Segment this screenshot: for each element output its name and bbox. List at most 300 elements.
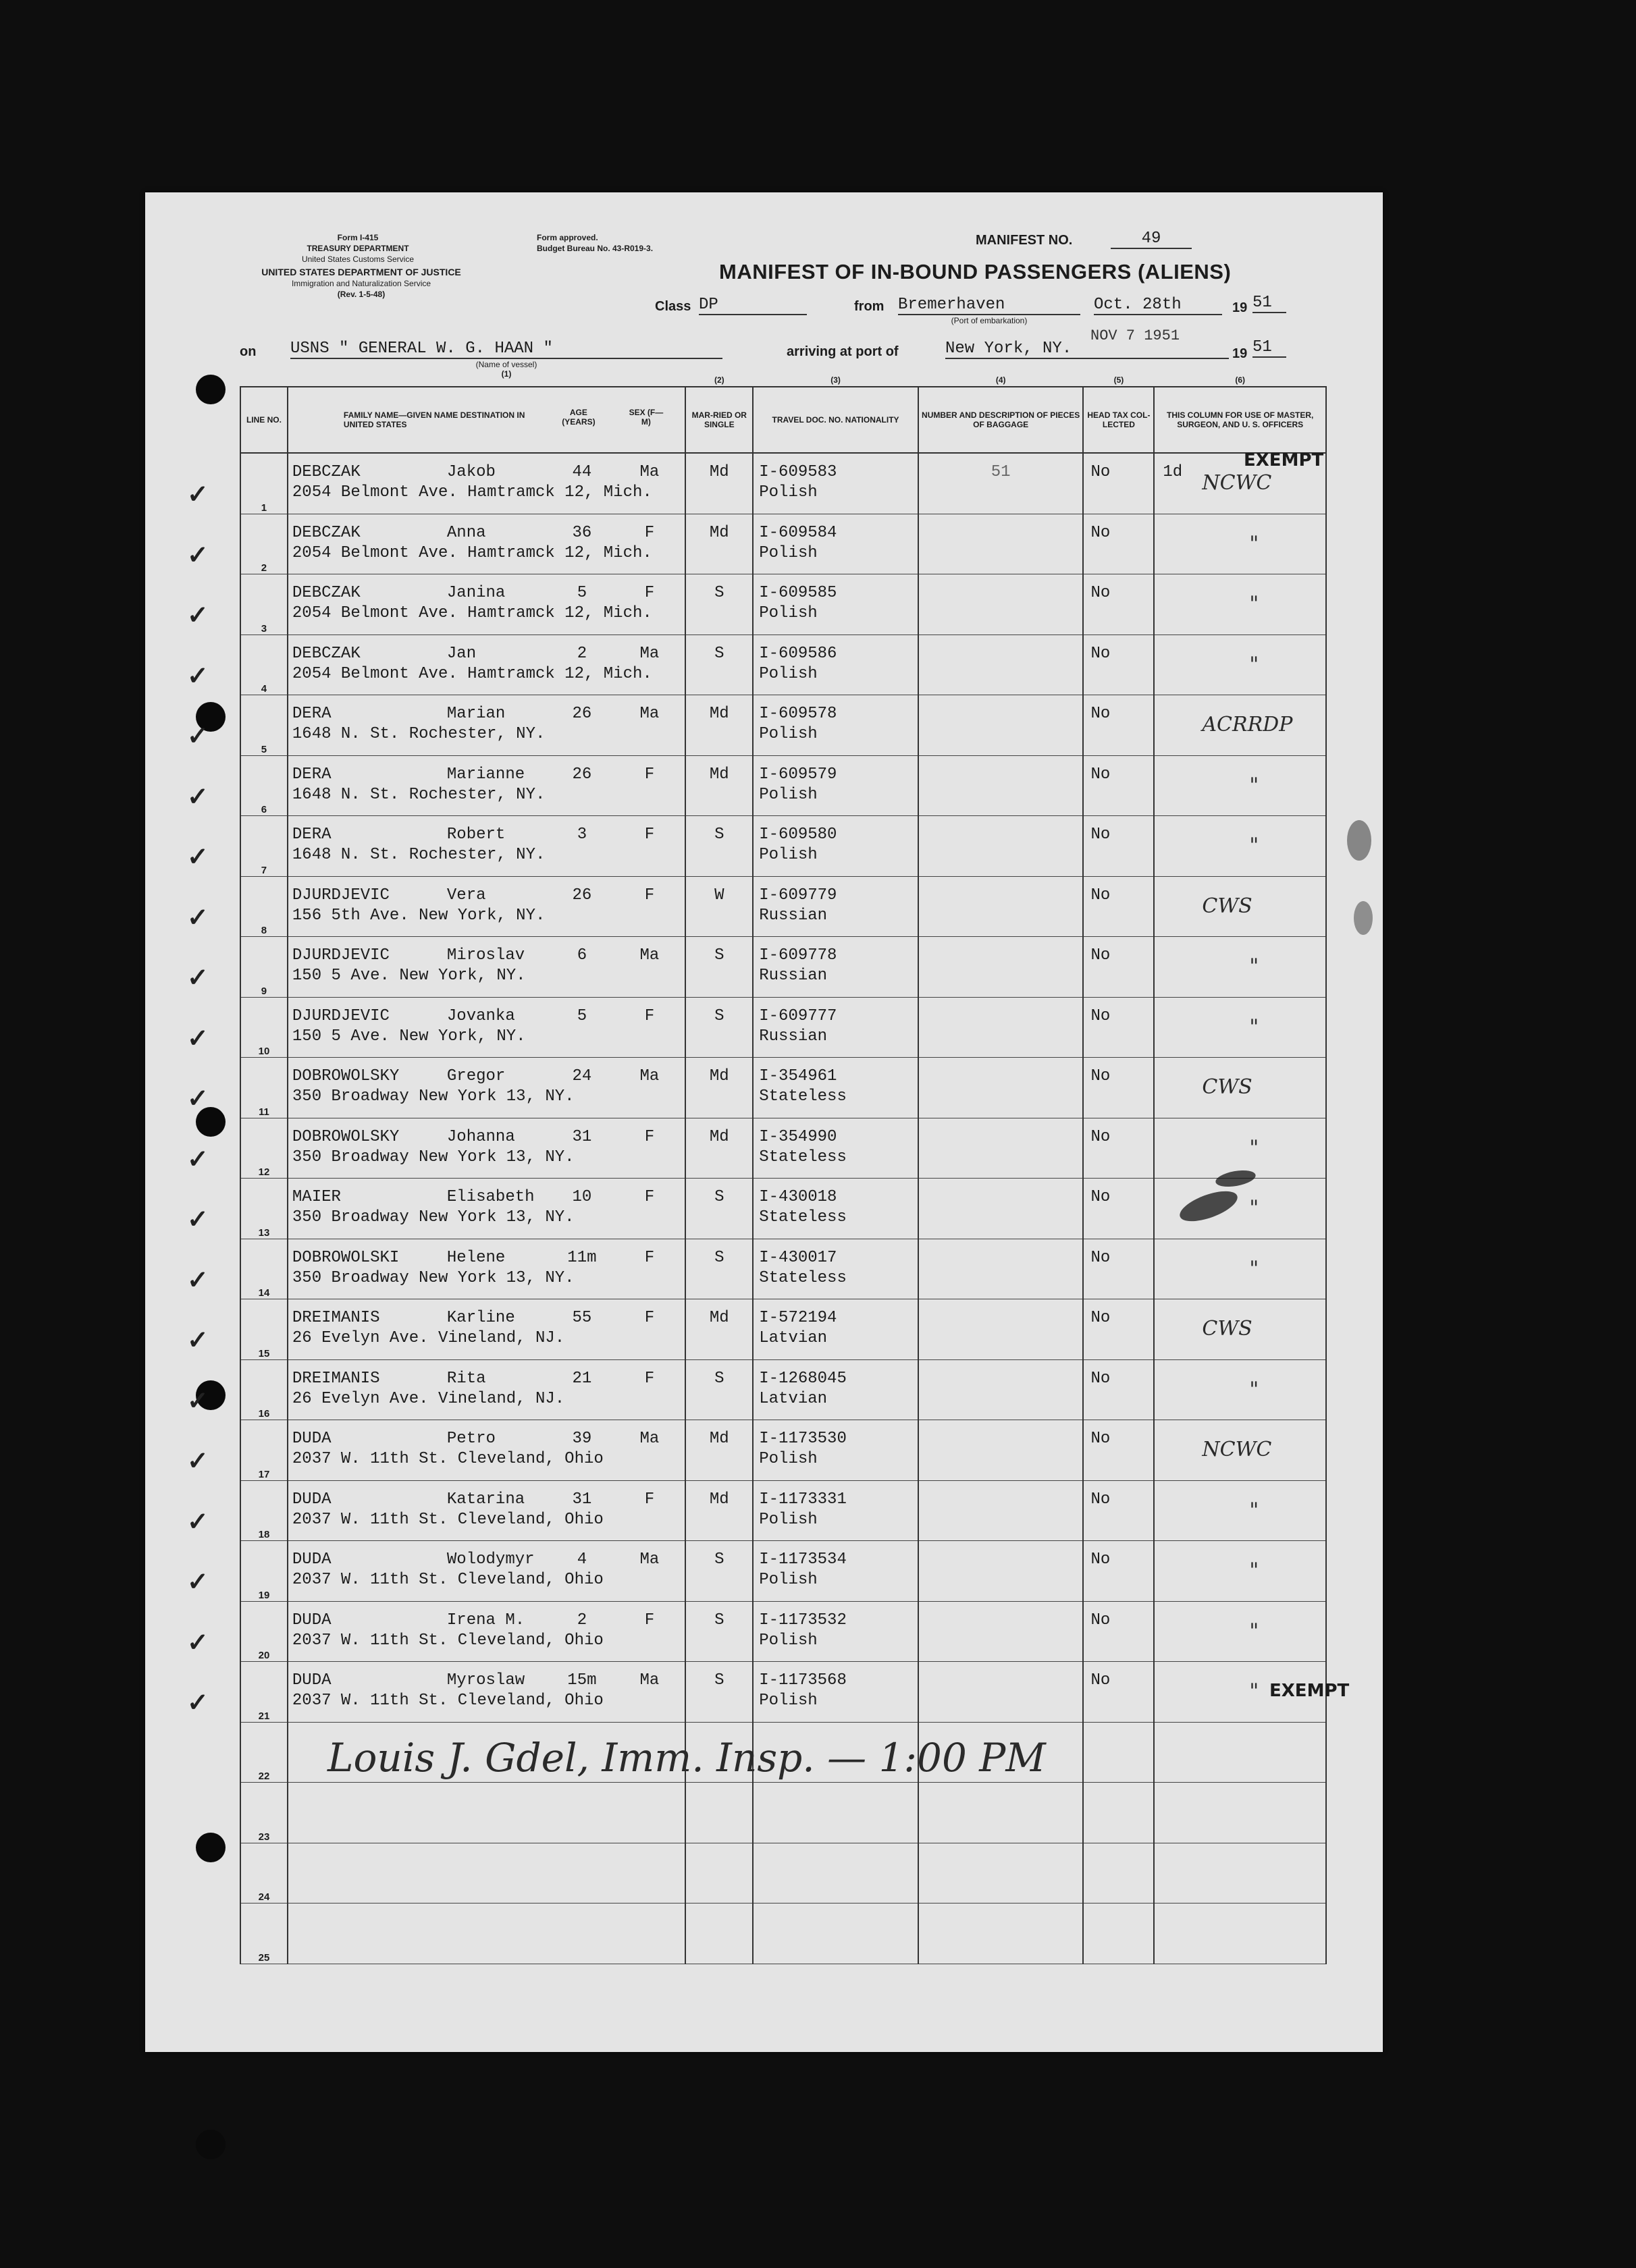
marital-status: W: [714, 886, 724, 905]
line-number-text: 11: [259, 1106, 269, 1118]
table-row: [240, 695, 1326, 756]
line-number: [187, 1179, 288, 1239]
age: 55: [572, 1309, 592, 1327]
budget-bureau: Budget Bureau No. 43-R019-3.: [537, 244, 654, 253]
col-age-label: AGE (YEARS): [562, 408, 596, 427]
marital-cell: [685, 1118, 753, 1179]
check-mark: ✓: [187, 481, 209, 509]
line-number-text: 21: [258, 1710, 270, 1722]
table-row: [240, 1359, 1326, 1420]
form-approved: Form approved.: [537, 233, 598, 242]
line-number: [187, 1239, 288, 1299]
marital-status: Md: [709, 1067, 729, 1085]
departure-year: 51: [1252, 294, 1286, 313]
baggage-cell: [918, 1783, 1084, 1843]
doc-cell: [753, 1420, 918, 1481]
doc-cell: [753, 1299, 918, 1360]
baggage-cell: [918, 574, 1084, 635]
marital-status: S: [714, 644, 724, 663]
from-label: from: [854, 299, 885, 314]
agency-annotation: CWS: [1202, 1075, 1252, 1099]
family-name: DEBCZAK: [292, 644, 361, 663]
agency-annotation: ": [1249, 1135, 1259, 1160]
name-cell: [288, 1480, 685, 1541]
officer-cell: [1154, 755, 1326, 816]
table-header-row: [240, 387, 1326, 453]
line-number: [187, 1299, 288, 1360]
family-name: DERA: [292, 705, 332, 723]
agency-annotation: NCWC: [1202, 1438, 1272, 1461]
table-row: [240, 574, 1326, 635]
agency-annotation: ": [1249, 1377, 1259, 1401]
head-tax: No: [1090, 1430, 1111, 1448]
travel-doc-no: I-1173534: [759, 1550, 847, 1569]
line-number: [187, 937, 288, 998]
name-cell: [288, 937, 685, 998]
agency-annotation: ": [1249, 834, 1259, 857]
sex: Ma: [639, 1430, 660, 1448]
marital-status: S: [714, 1611, 724, 1629]
tax-cell: [1083, 755, 1154, 816]
marital-cell: [685, 1420, 753, 1481]
line-number: [187, 1058, 288, 1118]
officer-cell: [1154, 695, 1326, 756]
table-row: [240, 1118, 1326, 1179]
head-tax: No: [1090, 523, 1111, 542]
doc-cell: [753, 1239, 918, 1299]
check-mark: ✓: [187, 722, 209, 751]
age: 44: [572, 463, 592, 481]
name-cell: [288, 1904, 685, 1964]
family-name: DERA: [292, 826, 332, 844]
agency-annotation: ": [1249, 1559, 1259, 1582]
table-row: [240, 937, 1326, 998]
agency-annotation: ": [1249, 954, 1259, 978]
table-row: [240, 634, 1326, 695]
tax-cell: [1083, 997, 1154, 1058]
baggage-cell: [918, 1904, 1084, 1964]
doc-cell: [753, 876, 918, 937]
table-row: [240, 997, 1326, 1058]
family-name: DEBCZAK: [292, 584, 361, 602]
line-number-text: 6: [261, 804, 267, 815]
given-name: Rita: [446, 1369, 486, 1388]
head-tax: No: [1090, 1188, 1111, 1206]
baggage-cell: [918, 1480, 1084, 1541]
tax-cell: [1083, 1359, 1154, 1420]
line-number: [187, 1601, 288, 1662]
head-tax: No: [1090, 1611, 1111, 1629]
sex: Ma: [639, 644, 660, 663]
justice-dept: UNITED STATES DEPARTMENT OF JUSTICE: [261, 267, 461, 277]
nationality: Russian: [759, 967, 828, 985]
given-name: Myroslaw: [446, 1671, 525, 1690]
given-name: Johanna: [446, 1127, 515, 1146]
tax-cell: [1083, 1239, 1154, 1299]
table-row: [240, 1299, 1326, 1360]
officer-cell: [1154, 1601, 1326, 1662]
sex: Ma: [639, 1550, 660, 1569]
travel-doc-no: I-609778: [759, 946, 837, 965]
family-name: DEBCZAK: [292, 463, 361, 481]
table-row: [240, 1843, 1326, 1904]
nationality: Polish: [759, 664, 818, 683]
sex: Ma: [639, 946, 660, 965]
tax-cell: [1083, 816, 1154, 877]
agency-annotation: ": [1249, 1196, 1259, 1220]
doc-cell: [753, 755, 918, 816]
baggage-cell: [918, 695, 1084, 756]
age: 11m: [567, 1248, 597, 1267]
name-cell: [288, 1058, 685, 1118]
marital-cell: [685, 1299, 753, 1360]
officer-cell: [1154, 1783, 1326, 1843]
check-mark: ✓: [187, 1085, 209, 1113]
check-mark: ✓: [187, 1024, 209, 1053]
check-mark: ✓: [187, 1206, 209, 1234]
marital-cell: [685, 937, 753, 998]
col-married-label: MAR-RIED OR SINGLE: [691, 410, 747, 429]
travel-doc-no: I-609579: [759, 765, 837, 784]
destination: 26 Evelyn Ave. Vineland, NJ.: [292, 1329, 565, 1347]
head-tax: No: [1090, 1067, 1111, 1085]
nationality: Polish: [759, 1450, 818, 1468]
line-number-text: 9: [261, 985, 267, 997]
passenger-table: [187, 375, 1327, 1964]
line-number: [187, 1541, 288, 1602]
tax-cell: [1083, 1843, 1154, 1904]
line-number: [187, 997, 288, 1058]
doc-cell: [753, 1541, 918, 1602]
arriving-label: arriving at port of: [787, 344, 899, 359]
destination: 2037 W. 11th St. Cleveland, Ohio: [292, 1692, 604, 1710]
col-baggage: [918, 375, 1084, 453]
baggage-cell: [918, 1420, 1084, 1481]
agency-annotation: ": [1249, 652, 1259, 676]
head-tax: No: [1090, 1309, 1111, 1327]
agency-annotation: ": [1249, 531, 1259, 556]
col-married: [685, 375, 753, 453]
destination: 350 Broadway New York 13, NY.: [292, 1268, 575, 1287]
baggage-cell: [918, 1843, 1084, 1904]
given-name: Irena M.: [446, 1611, 525, 1629]
agency-annotation: ": [1249, 1015, 1259, 1039]
check-mark: ✓: [187, 662, 209, 691]
line-number-text: 22: [258, 1771, 270, 1782]
marital-status: Md: [709, 1127, 729, 1146]
age: 36: [572, 523, 592, 542]
table-row: [240, 453, 1326, 514]
doc-cell: [753, 1359, 918, 1420]
destination: 1648 N. St. Rochester, NY.: [292, 846, 546, 864]
line-number: [187, 1480, 288, 1541]
head-tax: No: [1090, 584, 1111, 602]
line-number: [240, 1904, 288, 1964]
check-mark: ✓: [187, 1326, 209, 1355]
name-cell: [288, 1239, 685, 1299]
nationality: Polish: [759, 785, 818, 804]
name-cell: [288, 634, 685, 695]
destination: 2037 W. 11th St. Cleveland, Ohio: [292, 1450, 604, 1468]
head-tax: No: [1090, 1369, 1111, 1388]
name-cell: [288, 1541, 685, 1602]
head-tax: No: [1090, 1127, 1111, 1146]
line-number-text: 20: [258, 1650, 270, 1661]
table-row: [240, 755, 1326, 816]
col-name: [288, 387, 685, 453]
doc-cell: [753, 574, 918, 635]
line-number-text: 10: [258, 1046, 270, 1057]
baggage-cell: [918, 1359, 1084, 1420]
head-tax: No: [1090, 946, 1111, 965]
age: 31: [572, 1490, 592, 1509]
ink-smudge: [1354, 901, 1373, 935]
age: 24: [572, 1067, 592, 1085]
age: 5: [577, 584, 587, 602]
officer-note: 1d: [1163, 463, 1183, 481]
marital-status: S: [714, 826, 724, 844]
given-name: Vera: [446, 886, 486, 905]
tax-cell: [1083, 1783, 1154, 1843]
agency-annotation: ": [1249, 1256, 1259, 1280]
marital-status: Md: [709, 705, 729, 723]
name-cell: [288, 695, 685, 756]
tax-cell: [1083, 1662, 1154, 1723]
marital-cell: [685, 1783, 753, 1843]
baggage-cell: [918, 816, 1084, 877]
given-name: Petro: [446, 1430, 496, 1448]
name-cell: [288, 1843, 685, 1904]
line-number: [240, 1783, 288, 1843]
sex: F: [644, 765, 655, 784]
doc-cell: [753, 1058, 918, 1118]
baggage-cell: [918, 997, 1084, 1058]
nationality: Polish: [759, 1510, 818, 1529]
sex: F: [644, 886, 655, 905]
agency-annotation: NCWC: [1202, 471, 1272, 495]
departure-date: Oct. 28th: [1094, 296, 1222, 315]
manifest-page: [145, 192, 1383, 2052]
travel-doc-no: I-609585: [759, 584, 837, 602]
year-prefix: 19: [1232, 300, 1248, 315]
officer-cell: [1154, 1843, 1326, 1904]
port-caption: (Port of embarkation): [951, 316, 1028, 325]
marital-status: S: [714, 1671, 724, 1690]
travel-doc-no: I-354961: [759, 1067, 837, 1085]
marital-status: Md: [709, 1309, 729, 1327]
nationality: Polish: [759, 846, 818, 864]
family-name: DUDA: [292, 1611, 332, 1629]
marital-cell: [685, 1541, 753, 1602]
destination: 350 Broadway New York 13, NY.: [292, 1208, 575, 1226]
check-mark: ✓: [187, 601, 209, 630]
marital-cell: [685, 514, 753, 574]
col-head-tax-label: HEAD TAX COL-LECTED: [1087, 410, 1151, 429]
destination: 2037 W. 11th St. Cleveland, Ohio: [292, 1510, 604, 1529]
doc-cell: [753, 1179, 918, 1239]
head-tax: No: [1090, 886, 1111, 905]
destination: 156 5th Ave. New York, NY.: [292, 906, 546, 925]
form-number: Form I-415: [337, 233, 379, 242]
age: 26: [572, 886, 592, 905]
col-travel-doc: [753, 375, 918, 453]
baggage-cell: [918, 1601, 1084, 1662]
head-tax: No: [1090, 826, 1111, 844]
officer-cell: [1154, 1904, 1326, 1964]
destination: 150 5 Ave. New York, NY.: [292, 967, 526, 985]
nationality: Polish: [759, 543, 818, 562]
nationality: Polish: [759, 1631, 818, 1650]
family-name: DOBROWOLSKY: [292, 1127, 400, 1146]
travel-doc-no: I-1268045: [759, 1369, 847, 1388]
arrival-year: 51: [1252, 338, 1286, 358]
officer-cell: [1154, 1118, 1326, 1179]
officer-cell: [1154, 997, 1326, 1058]
col-sex-label: SEX (F—M): [629, 408, 664, 427]
head-tax: No: [1090, 644, 1111, 663]
marital-status: S: [714, 946, 724, 965]
tax-cell: [1083, 1420, 1154, 1481]
tax-cell: [1083, 937, 1154, 998]
name-cell: [288, 755, 685, 816]
check-mark: ✓: [187, 1266, 209, 1295]
line-number-text: 2: [261, 562, 267, 574]
destination: 2037 W. 11th St. Cleveland, Ohio: [292, 1631, 604, 1650]
name-cell: [288, 1359, 685, 1420]
immigration-service: Immigration and Naturalization Service: [291, 279, 431, 288]
marital-cell: [685, 1843, 753, 1904]
baggage-cell: [918, 514, 1084, 574]
col-num-3: (3): [830, 375, 841, 385]
line-number: [187, 1420, 288, 1481]
travel-doc-no: I-609584: [759, 523, 837, 542]
col-travel-doc-label: TRAVEL DOC. NO. NATIONALITY: [772, 415, 899, 425]
line-number: [187, 1359, 288, 1420]
given-name: Jan: [446, 644, 477, 663]
head-tax: No: [1090, 463, 1111, 481]
given-name: Helene: [446, 1248, 506, 1267]
column-one-marker: (1): [501, 369, 512, 379]
family-name: DEBCZAK: [292, 523, 361, 542]
table-row: [240, 1904, 1326, 1964]
doc-cell: [753, 1118, 918, 1179]
marital-cell: [685, 453, 753, 514]
age: 2: [577, 644, 587, 663]
marital-cell: [685, 1359, 753, 1420]
doc-cell: [753, 816, 918, 877]
marital-cell: [685, 1239, 753, 1299]
sex: F: [644, 584, 655, 602]
punch-hole: [196, 2130, 226, 2159]
check-mark: ✓: [187, 1628, 209, 1657]
tax-cell: [1083, 876, 1154, 937]
name-cell: [288, 453, 685, 514]
head-tax: No: [1090, 705, 1111, 723]
name-cell: [288, 1783, 685, 1843]
line-number-text: 12: [258, 1166, 270, 1178]
arrival-port: New York, NY.: [945, 340, 1229, 359]
family-name: DJURDJEVIC: [292, 946, 390, 965]
head-tax: No: [1090, 765, 1111, 784]
table-row: [240, 514, 1326, 574]
line-number: [187, 1662, 288, 1723]
age: 4: [577, 1550, 587, 1569]
doc-cell: [753, 1480, 918, 1541]
nationality: Latvian: [759, 1389, 828, 1408]
nationality: Polish: [759, 1692, 818, 1710]
officer-cell: [1154, 1541, 1326, 1602]
line-number-text: 17: [258, 1468, 270, 1480]
marital-cell: [685, 997, 753, 1058]
exempt-stamp-bottom: EXEMPT: [1269, 1681, 1350, 1701]
baggage-count: 51: [991, 463, 1011, 481]
marital-status: S: [714, 1369, 724, 1388]
line-number: [240, 1843, 288, 1904]
tax-cell: [1083, 634, 1154, 695]
officer-cell: [1154, 876, 1326, 937]
marital-cell: [685, 1662, 753, 1723]
marital-cell: [685, 755, 753, 816]
officer-cell: [1154, 514, 1326, 574]
agency-annotation: ": [1249, 1619, 1259, 1643]
tax-cell: [1083, 514, 1154, 574]
doc-cell: [753, 514, 918, 574]
check-mark: ✓: [187, 1689, 209, 1717]
agency-annotation: ": [1249, 773, 1259, 797]
baggage-cell: [918, 1179, 1084, 1239]
table-row: [240, 1058, 1326, 1118]
given-name: Gregor: [446, 1067, 506, 1085]
table-row: [240, 876, 1326, 937]
destination: 1648 N. St. Rochester, NY.: [292, 725, 546, 743]
doc-cell: [753, 1783, 918, 1843]
line-number: [187, 1118, 288, 1179]
given-name: Marianne: [446, 765, 525, 784]
marital-status: S: [714, 1188, 724, 1206]
sex: F: [644, 1188, 655, 1206]
tax-cell: [1083, 1904, 1154, 1964]
line-number: [187, 876, 288, 937]
agency-annotation: CWS: [1202, 1317, 1252, 1341]
marital-cell: [685, 1601, 753, 1662]
table-row: [240, 1480, 1326, 1541]
doc-cell: [753, 634, 918, 695]
line-number-text: 13: [258, 1226, 270, 1239]
line-number-text: 3: [261, 622, 267, 634]
family-name: DUDA: [292, 1490, 332, 1509]
form-revision: (Rev. 1-5-48): [337, 290, 386, 299]
line-number-text: 23: [258, 1831, 270, 1843]
treasury-dept: TREASURY DEPARTMENT: [307, 244, 409, 253]
given-name: Jakob: [446, 463, 496, 481]
destination: 150 5 Ave. New York, NY.: [292, 1027, 526, 1046]
travel-doc-no: I-430018: [759, 1188, 837, 1206]
line-number-text: 5: [261, 743, 267, 755]
vessel-name: USNS " GENERAL W. G. HAAN ": [290, 340, 722, 359]
col-num-2: (2): [714, 375, 724, 385]
table-row: [240, 1420, 1326, 1481]
nationality: Stateless: [759, 1148, 847, 1166]
sex: F: [644, 1248, 655, 1267]
head-tax: No: [1090, 1006, 1111, 1025]
marital-status: Md: [709, 1430, 729, 1448]
line-number-text: 15: [258, 1347, 270, 1359]
check-mark: ✓: [187, 903, 209, 932]
destination: 26 Evelyn Ave. Vineland, NJ.: [292, 1389, 565, 1408]
given-name: Anna: [446, 523, 486, 542]
officer-cell: [1154, 937, 1326, 998]
sex: F: [644, 1006, 655, 1025]
